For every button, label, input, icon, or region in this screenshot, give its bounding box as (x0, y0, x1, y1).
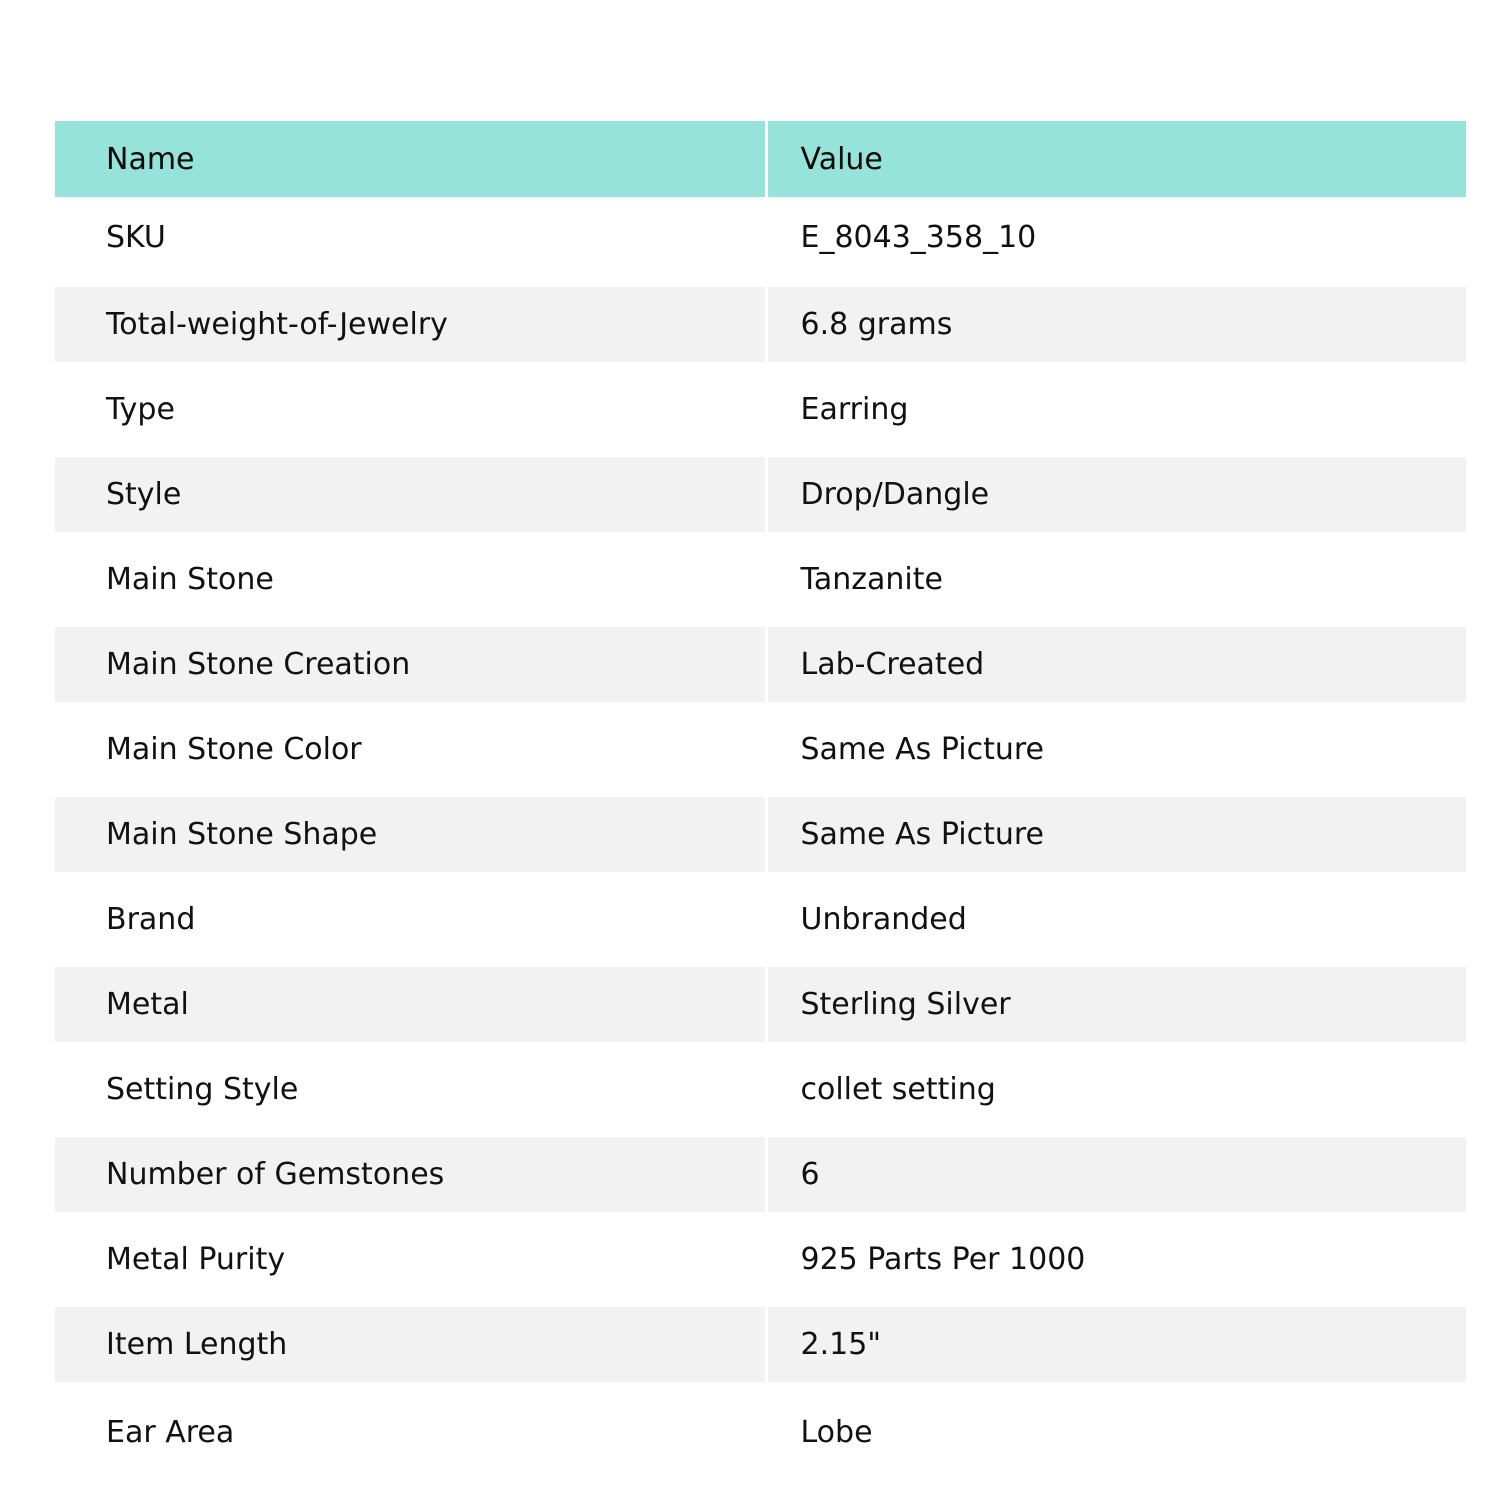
table-row (55, 1132, 1466, 1217)
row-name-cell: Main Stone Creation (55, 622, 766, 707)
table-row (55, 537, 1466, 622)
table-row (55, 707, 1466, 792)
table-row (55, 367, 1466, 452)
row-value-cell: Lobe (800, 1414, 873, 1450)
row-value-cell: Same As Picture (800, 732, 1045, 767)
spec-table (55, 121, 1466, 1472)
row-value-cell: Drop/Dangle (766, 452, 1466, 537)
row-value-cell: Lab-Created (766, 622, 1466, 707)
row-name-cell: Type (55, 367, 766, 452)
table-row (55, 452, 1466, 537)
row-value-cell: 925 Parts Per 1000 (800, 1242, 1086, 1277)
row-name-cell: Main Stone Color (55, 707, 766, 792)
row-value-cell: collet setting (800, 1072, 996, 1107)
table-row (55, 877, 1466, 962)
row-name-cell: Item Length (55, 1302, 766, 1387)
row-value-cell: Earring (800, 392, 909, 427)
row-name-cell: Metal Purity (55, 1217, 766, 1302)
row-value-cell: Same As Picture (766, 792, 1466, 877)
column-header-value: Value (766, 121, 1466, 197)
column-header-name: Name (55, 121, 766, 197)
table-body (55, 197, 1466, 1472)
row-name-cell: Ear Area (55, 1387, 766, 1472)
row-value-cell: 6.8 grams (766, 282, 1466, 367)
row-value-cell: 6 (766, 1132, 1466, 1217)
table-row (55, 1387, 1466, 1472)
row-value-cell: 2.15" (766, 1302, 1466, 1387)
table-row (55, 792, 1466, 877)
row-name-cell: Number of Gemstones (55, 1132, 766, 1217)
row-name-cell: Main Stone Shape (55, 792, 766, 877)
row-value-cell: E_8043_358_10 (800, 219, 1037, 255)
table-row (55, 1302, 1466, 1387)
row-name-cell: Setting Style (55, 1047, 766, 1132)
row-value-cell: Unbranded (800, 902, 967, 937)
row-name-cell: Style (55, 452, 766, 537)
table-header-row (55, 121, 1466, 197)
row-value-cell: Tanzanite (800, 562, 943, 597)
row-name-cell: Metal (55, 962, 766, 1047)
row-name-cell: Brand (55, 877, 766, 962)
row-name-cell: Main Stone (55, 537, 766, 622)
row-name-cell: SKU (55, 197, 766, 282)
row-name-cell: Total-weight-of-Jewelry (55, 282, 766, 367)
table-row (55, 197, 1466, 282)
table-row (55, 282, 1466, 367)
table-row (55, 1047, 1466, 1132)
table-row (55, 622, 1466, 707)
table-row (55, 1217, 1466, 1302)
table-row (55, 962, 1466, 1047)
row-value-cell: Sterling Silver (766, 962, 1466, 1047)
